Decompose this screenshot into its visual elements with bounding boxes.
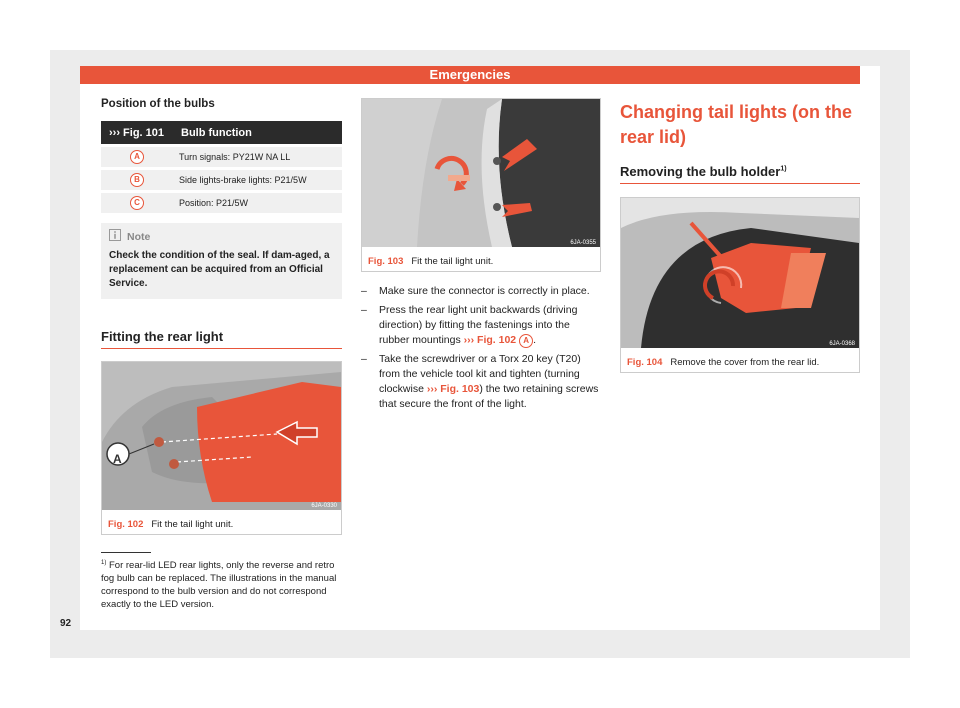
- figure-104: [620, 197, 860, 373]
- subheading-wrap: [620, 164, 860, 184]
- fitting-heading: Fitting the rear light: [101, 329, 224, 344]
- bulb-function: Turn signals: PY21W NA LL: [173, 146, 342, 169]
- figure-102-callout: A: [113, 452, 122, 466]
- right-column: [620, 100, 860, 373]
- figure-103-text: Fit the tail light unit.: [411, 256, 494, 267]
- figure-102-caption: [102, 515, 341, 534]
- step-suffix: ) the two retaining screws that secure the front of the light.: [379, 383, 599, 410]
- figure-102: [101, 361, 342, 535]
- fig-102-link[interactable]: ››› Fig. 102: [463, 334, 517, 346]
- figure-104-number: Fig. 104: [627, 357, 663, 368]
- list-item: – Take the screwdriver or a Torx 20 key (T20) from the vehicle tool kit and tighten (turning clockwise ››› Fig. 103) the two retaining screws that secure the front of the light.: [361, 353, 599, 410]
- list-item: – Make sure the connector is correctly in place.: [361, 285, 590, 297]
- table-row: [101, 169, 342, 192]
- bulb-function: Side lights-brake lights: P21/5W: [173, 169, 342, 192]
- step-text: Press the rear light unit backwards (driving direction) by fitting the fastenings into the rubber mountings: [379, 304, 578, 346]
- figure-103-code: 6JA-0355: [570, 240, 596, 246]
- middle-column: [361, 98, 601, 416]
- note-text: Check the condition of the seal. If dam-aged, a replacement can be acquired from an Official Service.: [109, 250, 330, 289]
- bulb-position-heading: Position of the bulbs: [101, 98, 215, 110]
- fitting-heading-wrap: [101, 329, 342, 349]
- rear-lid-cover-illustration: [621, 198, 859, 348]
- footnote-text: For rear-lid LED rear lights, only the reverse and retro fog bulb can be replaced. The illustrations in the manual correspond to the bulb version and do not correspond exactly to the LED version.: [101, 560, 337, 611]
- callout-letter: A: [519, 334, 533, 348]
- page-title: Changing tail lights (on the rear lid): [620, 102, 852, 147]
- table-header-function: Bulb function: [173, 121, 342, 146]
- figure-103-caption: [362, 252, 600, 271]
- callout-letter: C: [130, 196, 144, 210]
- section-header: Emergencies: [80, 66, 860, 84]
- figure-102-code: 6JA-0330: [311, 503, 337, 509]
- step-suffix: .: [533, 334, 536, 346]
- list-item: – Press the rear light unit backwards (driving direction) by fitting the fastenings into the rubber mountings ››› Fig. 102 A .: [361, 304, 578, 346]
- step-text: Take the screwdriver or a Torx 20 key (T20) from the vehicle tool kit and tighten (turning clockwise: [379, 353, 581, 395]
- footnote-rule: [101, 552, 151, 553]
- bulb-function: Position: P21/5W: [173, 192, 342, 214]
- figure-104-code: 6JA-0368: [829, 341, 855, 347]
- tail-light-illustration: [102, 362, 341, 510]
- callout-letter: B: [130, 173, 144, 187]
- step-text: Make sure the connector is correctly in place.: [379, 285, 590, 297]
- trunk-screws-illustration: [362, 99, 600, 247]
- figure-104-text: Remove the cover from the rear lid.: [670, 357, 820, 368]
- steps-list: [361, 284, 601, 412]
- callout-letter: A: [130, 150, 144, 164]
- fig-103-link[interactable]: ››› Fig. 103: [426, 383, 480, 395]
- note-label: Note: [127, 230, 151, 243]
- figure-103-number: Fig. 103: [368, 256, 404, 267]
- footnote: [101, 552, 345, 611]
- subheading-footnote-mark: 1): [780, 165, 787, 173]
- page-number: 92: [60, 618, 72, 629]
- table-header-fig: ››› Fig. 101: [101, 121, 173, 146]
- table-header-row: [101, 121, 342, 146]
- figure-102-number: Fig. 102: [108, 519, 144, 530]
- table-row: [101, 146, 342, 169]
- table-row: [101, 192, 342, 214]
- footnote-mark: 1): [101, 560, 107, 566]
- info-icon: [109, 229, 121, 244]
- figure-102-text: Fit the tail light unit.: [151, 519, 234, 530]
- left-column: [101, 98, 342, 535]
- figure-104-caption: [621, 353, 859, 372]
- subheading: Removing the bulb holder: [620, 164, 781, 179]
- figure-103: [361, 98, 601, 272]
- bulb-table: [101, 121, 342, 213]
- note-box: [101, 223, 342, 299]
